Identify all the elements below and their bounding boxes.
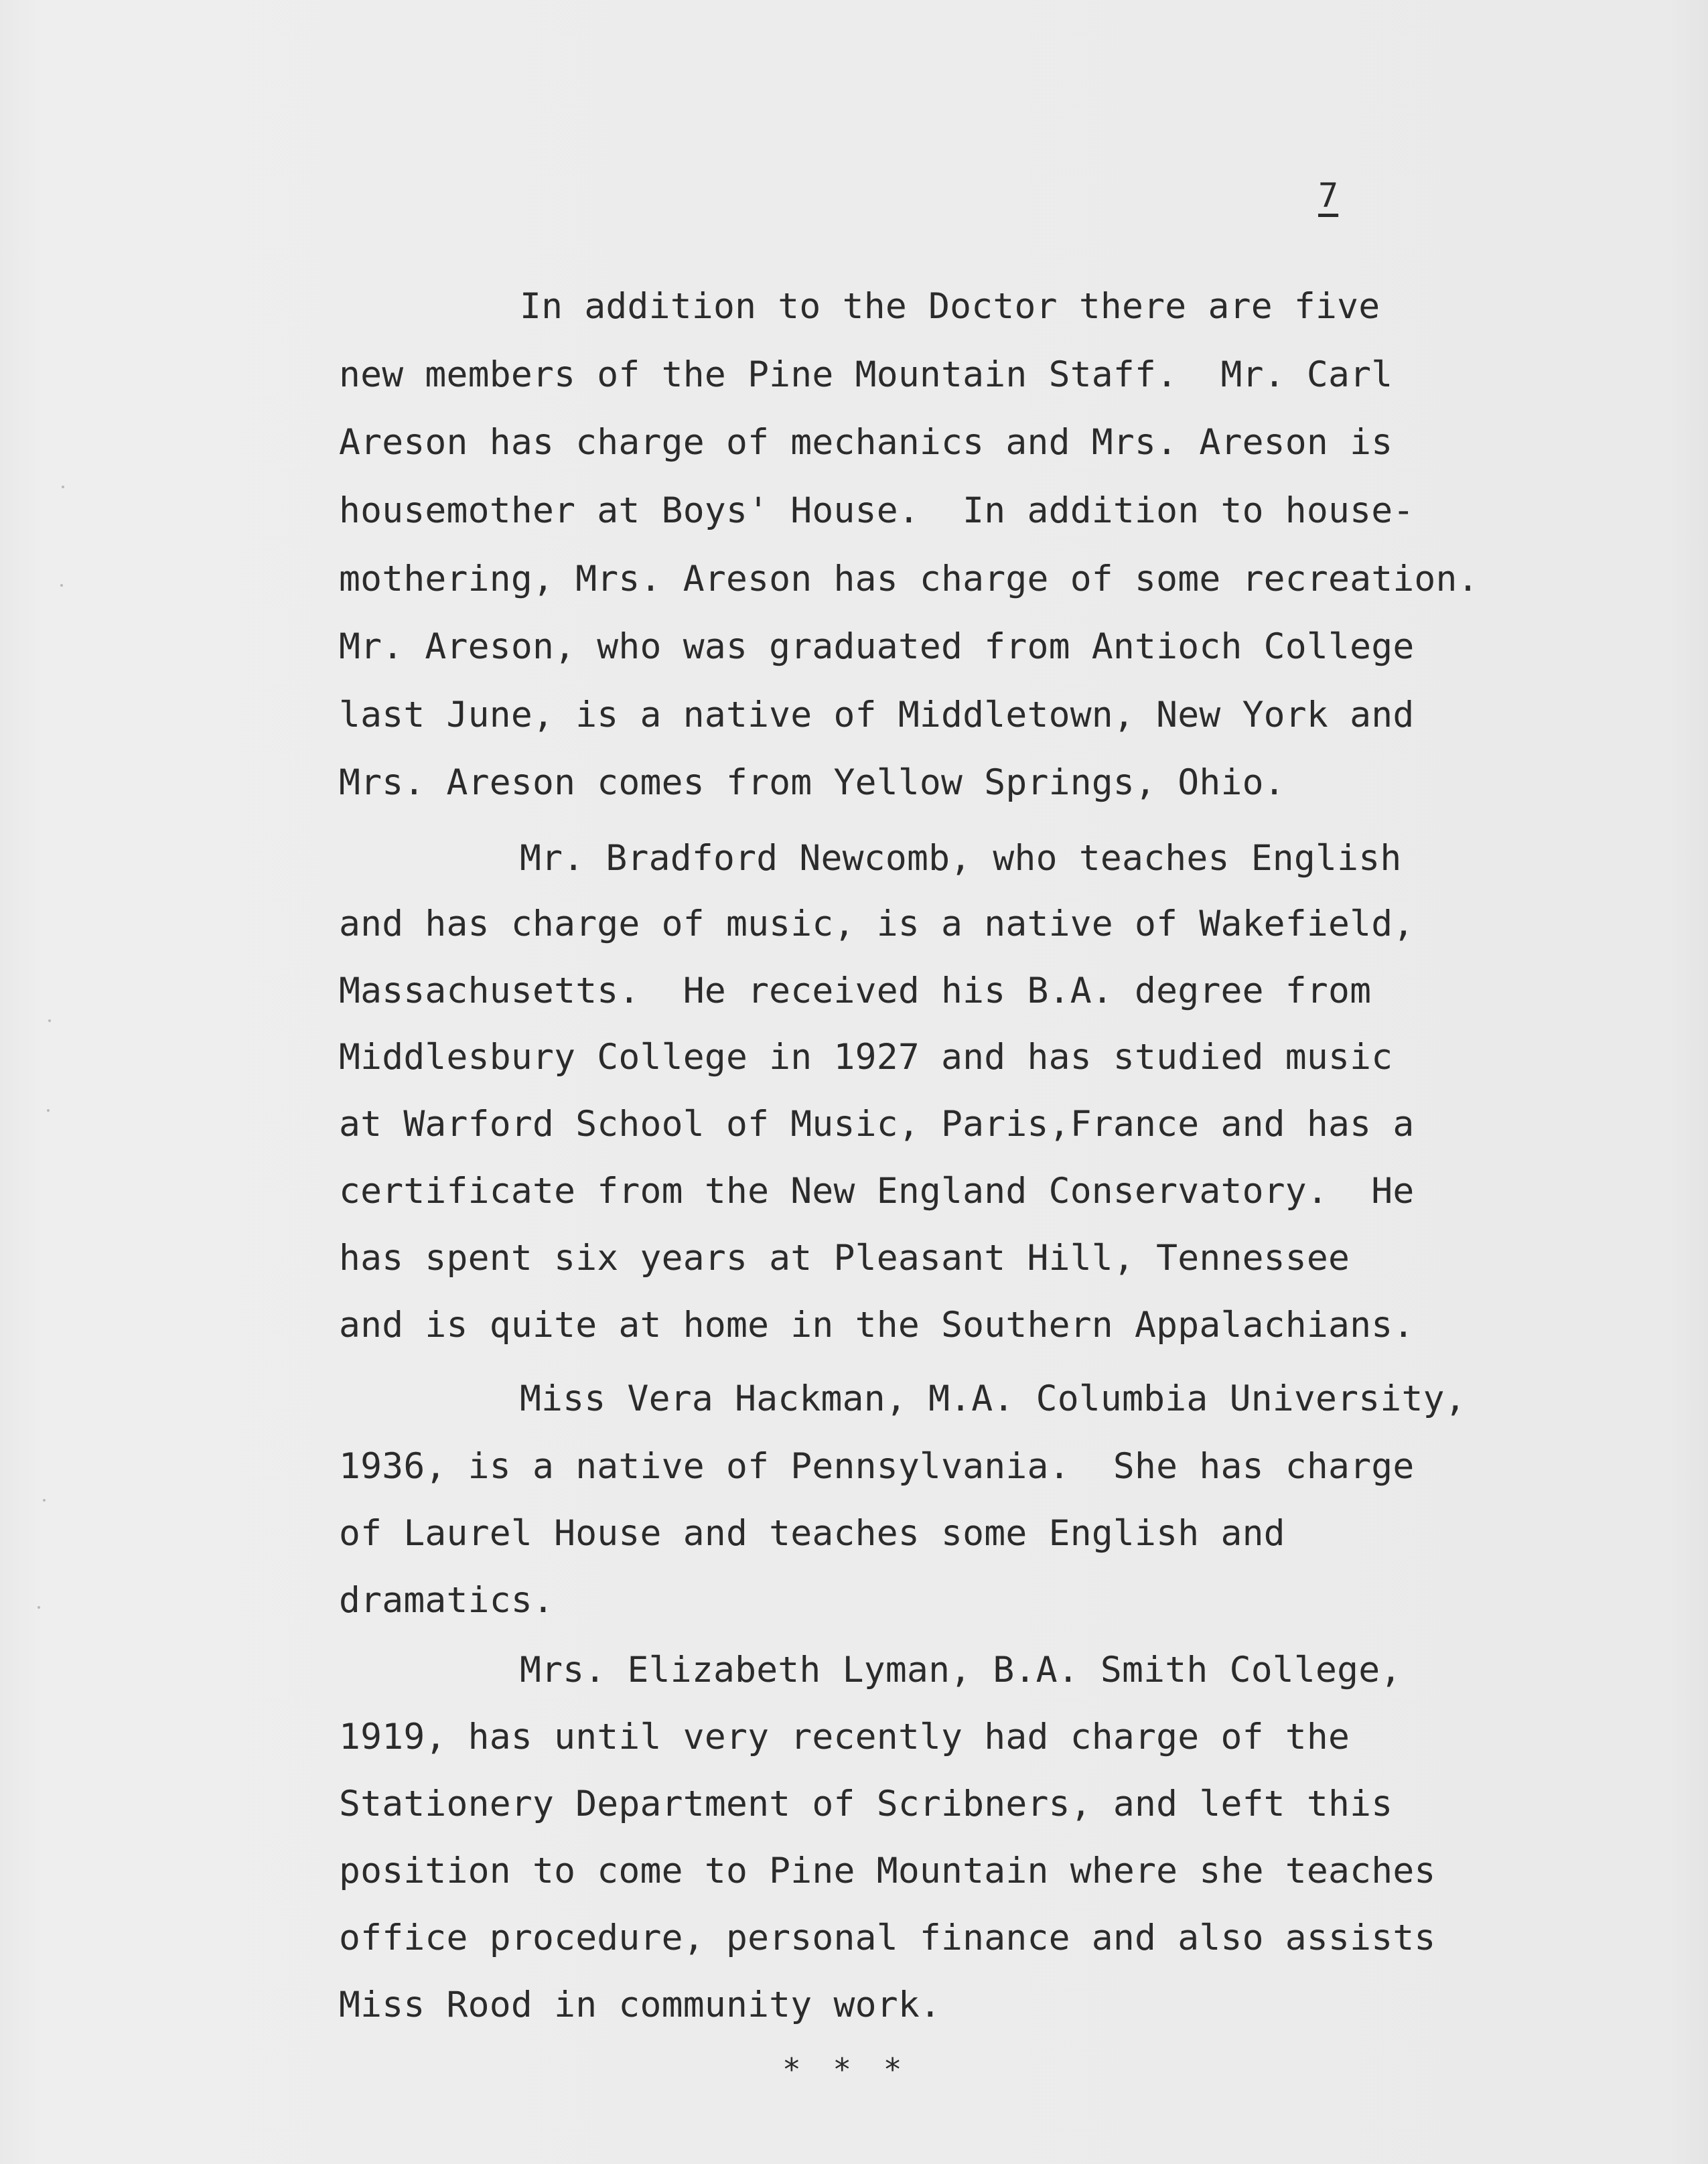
text-line: In addition to the Doctor there are five (520, 286, 1380, 327)
paper-speck (47, 1109, 50, 1112)
text-line: mothering, Mrs. Areson has charge of some recreation. (339, 559, 1479, 599)
text-line: housemother at Boys' House. In addition to house- (339, 490, 1415, 531)
text-line: Mrs. Areson comes from Yellow Springs, Ohio. (339, 762, 1285, 803)
text-line: office procedure, personal finance and also assists (339, 1918, 1436, 1958)
paper-speck (60, 584, 63, 587)
text-line: new members of the Pine Mountain Staff. Mr. Carl (339, 354, 1393, 395)
text-line: dramatics. (339, 1580, 555, 1621)
text-line: Middlesbury College in 1927 and has studied music (339, 1037, 1393, 1078)
paper-speck (38, 1606, 40, 1609)
text-line: and is quite at home in the Southern Appalachians. (339, 1305, 1415, 1346)
paper-speck (62, 486, 64, 488)
text-line: Mr. Bradford Newcomb, who teaches English (520, 838, 1402, 879)
text-line: Massachusetts. He received his B.A. degree from (339, 970, 1372, 1011)
text-line: last June, is a native of Middletown, New York and (339, 695, 1415, 735)
text-line: Areson has charge of mechanics and Mrs. Areson is (339, 422, 1393, 463)
text-line: 1936, is a native of Pennsylvania. She has charge (339, 1446, 1415, 1487)
text-line: position to come to Pine Mountain where she teaches (339, 1851, 1436, 1891)
paper-speck (43, 1499, 46, 1502)
text-line: Miss Rood in community work. (339, 1985, 942, 2025)
text-line: has spent six years at Pleasant Hill, Tennessee (339, 1238, 1350, 1279)
text-line: Mrs. Elizabeth Lyman, B.A. Smith College, (520, 1650, 1402, 1690)
paper-speck (48, 1019, 51, 1022)
text-line: certificate from the New England Conservatory. He (339, 1171, 1415, 1212)
text-line: Mr. Areson, who was graduated from Antioch College (339, 626, 1415, 667)
section-end-mark: * * * (782, 2051, 909, 2088)
page-number: 7 (1318, 176, 1339, 215)
text-line: Stationery Department of Scribners, and left this (339, 1784, 1393, 1824)
text-line: at Warford School of Music, Paris,France and has a (339, 1104, 1415, 1145)
text-line: 1919, has until very recently had charge of the (339, 1717, 1350, 1757)
text-line: Miss Vera Hackman, M.A. Columbia University, (520, 1378, 1466, 1419)
text-line: of Laurel House and teaches some English and (339, 1513, 1285, 1554)
text-line: and has charge of music, is a native of Wakefield, (339, 904, 1415, 944)
